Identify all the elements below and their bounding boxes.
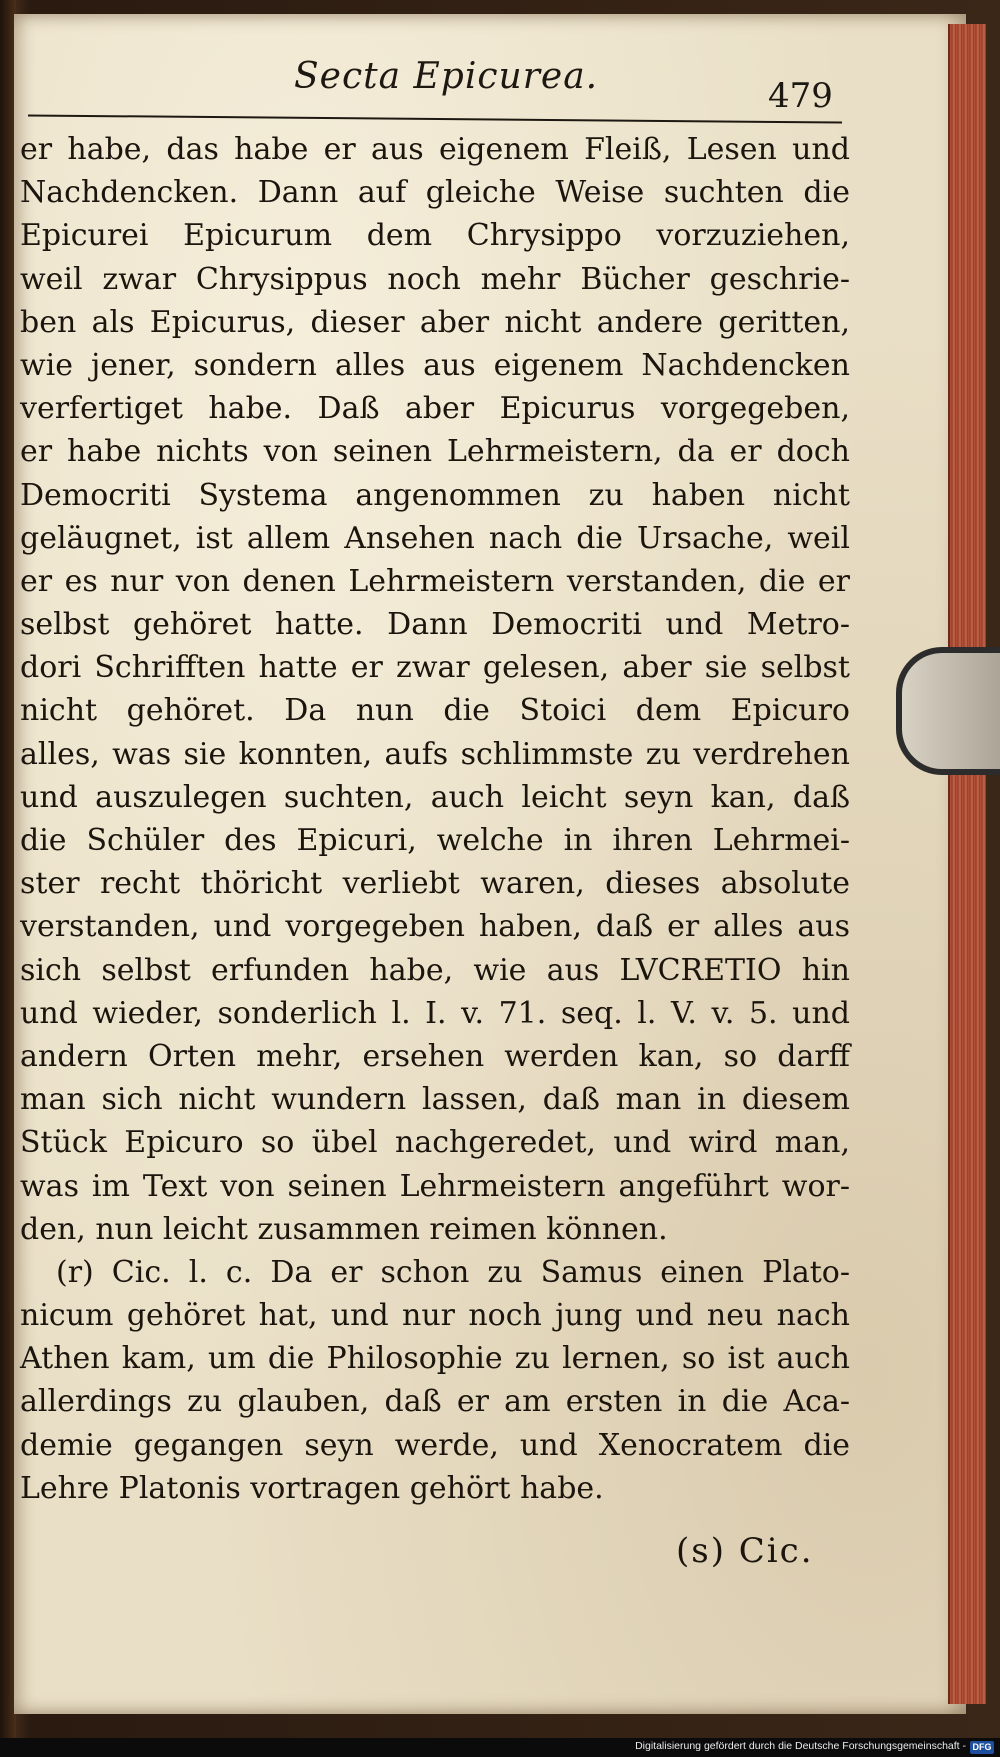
footnote-line: Lehre Platonis vortragen gehört habe. bbox=[20, 1470, 604, 1506]
text-line: alles, was sie konnten, aufs schlimmste zu verdrehen bbox=[20, 736, 850, 772]
dfg-logo: DFG bbox=[970, 1741, 994, 1754]
main-text bbox=[20, 128, 850, 1510]
footnote-line: Athen kam, um die Philosophie zu lernen, so ist auch bbox=[20, 1341, 850, 1377]
text-line: selbst gehöret hatte. Dann Democriti und Metro- bbox=[20, 607, 850, 643]
text-line: ster recht thöricht verliebt waren, dieses absolute bbox=[20, 866, 850, 902]
text-line: Stück Epicuro so übel nachgeredet, und wird man, bbox=[20, 1125, 850, 1161]
footnote-line: allerdings zu glauben, daß er am ersten in die Aca- bbox=[20, 1384, 850, 1420]
text-line: weil zwar Chrysippus noch mehr Bücher geschrie- bbox=[20, 261, 850, 297]
footnote-line: demie gegangen seyn werde, und Xenocratem die bbox=[20, 1427, 850, 1463]
text-line: die Schüler des Epicuri, welche in ihren Lehrmei- bbox=[20, 823, 850, 858]
running-title: Secta Epicurea. bbox=[294, 56, 599, 97]
text-line: er habe nichts von seinen Lehrmeistern, da er doch bbox=[20, 434, 850, 470]
text-line: sich selbst erfunden habe, wie aus LVCRETIO hin bbox=[20, 952, 850, 988]
catchword: (s) Cic. bbox=[676, 1531, 814, 1571]
text-line: wie jener, sondern alles aus eigenem Nachdencken bbox=[20, 347, 850, 383]
text-line: nicht gehöret. Da nun die Stoici dem Epicuro bbox=[20, 693, 850, 729]
text-line: man sich nicht wundern lassen, daß man in diesem bbox=[20, 1082, 850, 1118]
text-line: Democriti Systema angenommen zu haben nicht bbox=[20, 477, 850, 513]
text-line: er habe, das habe er aus eigenem Fleiß, Lesen und bbox=[20, 132, 850, 167]
text-line: verfertiget habe. Daß aber Epicurus vorgegeben, bbox=[20, 391, 850, 427]
text-line: und wieder, sonderlich l. I. v. 71. seq. l. V. v. 5. und bbox=[20, 995, 850, 1031]
text-line: ben als Epicurus, dieser aber nicht andere geritten, bbox=[20, 304, 850, 340]
digitization-credit: Digitalisierung gefördert durch die Deutsche Forschungsgemeinschaft - bbox=[635, 1740, 966, 1752]
text-line: Nachdencken. Dann auf gleiche Weise suchten die bbox=[20, 175, 850, 211]
text-line: geläugnet, ist allem Ansehen nach die Ursache, weil bbox=[20, 520, 850, 556]
text-line: und auszulegen suchten, auch leicht seyn kan, daß bbox=[20, 779, 850, 815]
text-line: was im Text von seinen Lehrmeistern angeführt wor- bbox=[20, 1168, 850, 1204]
footnote-line: (r) Cic. l. c. Da er schon zu Samus einen Plato- bbox=[56, 1254, 850, 1290]
text-line: den, nun leicht zusammen reimen können. bbox=[20, 1211, 668, 1247]
footnote-line: nicum gehöret hat, und nur noch jung und neu nach bbox=[20, 1298, 850, 1334]
text-line: Epicurei Epicurum dem Chrysippo vorzuziehen, bbox=[20, 218, 850, 254]
page-fore-edge bbox=[948, 24, 986, 1704]
text-line: andern Orten mehr, ersehen werden kan, so darff bbox=[20, 1038, 850, 1074]
text-line: er es nur von denen Lehrmeistern verstanden, die er bbox=[20, 563, 850, 599]
text-line: dori Schrifften hatte er zwar gelesen, aber sie selbst bbox=[20, 650, 850, 686]
bookmark-clip bbox=[896, 647, 1000, 775]
text-line: verstanden, und vorgegeben haben, daß er alles aus bbox=[20, 909, 850, 945]
page-number: 479 bbox=[768, 76, 833, 116]
